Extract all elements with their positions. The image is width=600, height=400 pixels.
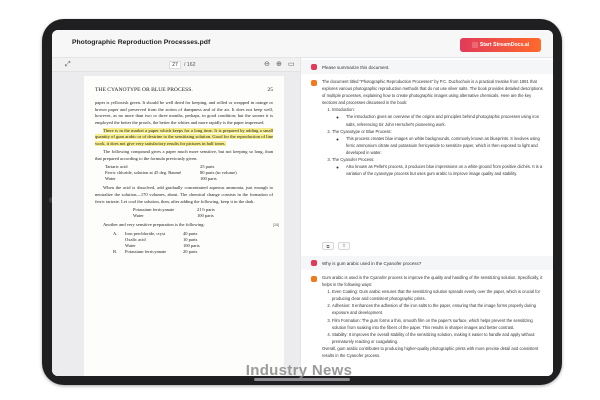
formula-amount: 10 parts: [183, 236, 198, 242]
formula-item: Water: [105, 176, 116, 182]
formula-item: Tartaric acid: [105, 164, 128, 170]
section-title: Introduction:: [332, 107, 355, 113]
user-message: [301, 256, 553, 270]
pdf-viewer[interactable]: [52, 72, 300, 376]
fit-page-icon[interactable]: ▭: [288, 61, 295, 68]
assistant-avatar: [311, 80, 317, 86]
zoom-out-icon[interactable]: ⊖: [264, 61, 270, 68]
answer-point: 2. Adhesion: It enhances the adhesion of the iron salts to the paper, ensuring that the image forms properly during exposure and development.: [332, 302, 544, 316]
streamdocs-logo-icon: [472, 42, 478, 48]
answer-outro: Overall, gum arabic contributes to producing higher-quality photographic prints with more precise detail and consistent results in the Cyanofer process.: [322, 345, 539, 359]
formula-amount: 25 parts: [200, 164, 215, 170]
page-number-input[interactable]: 27: [169, 61, 181, 69]
answer-actions: [322, 242, 350, 250]
formula-c: [113, 231, 273, 255]
page-total: / 162: [184, 62, 196, 68]
formula-item: Water: [133, 213, 144, 219]
watermark: Industry News: [245, 362, 353, 379]
answer-point: 1. Even Coating: Gum arabic ensures that the sensitizing solution spreads evenly over the paper, which is crucial for producing clear and consistent photographic prints.: [332, 288, 544, 302]
section-bullet: ◦ The introduction gives an overview of the origins and principles behind photographic processes using iron salts, referencing Sir John Herschel's pioneering work.: [346, 113, 544, 127]
pdf-running-header: [95, 87, 273, 93]
assistant-answer: [322, 274, 544, 359]
answer-point: 3. Film Formation: The gum forms a thin, smooth film on the paper's surface, which helps prevent the sensitizing solution from soaking into the fibers of the paper. This results in sharper images and better contrast.: [332, 317, 544, 331]
pdf-paragraph: Another and very sensitive preparation is the following:: [103, 222, 205, 228]
user-avatar: [311, 260, 317, 266]
pdf-margin-note: [15]: [273, 223, 279, 227]
copy-icon[interactable]: ⧉: [322, 242, 334, 250]
user-question: Why is gum arabic used in the Cyanofer process?: [322, 260, 422, 266]
formula-item: Oxalic acid: [125, 236, 146, 242]
zoom-in-icon[interactable]: ⊕: [276, 61, 282, 68]
formula-label: B.: [113, 248, 118, 254]
user-message: [301, 60, 553, 74]
formula-amount: 100 parts: [197, 213, 214, 219]
chat-panel: [300, 58, 553, 376]
app-screen: [52, 30, 553, 376]
formula-amount: 100 parts: [183, 242, 200, 248]
expand-icon[interactable]: ⤢: [65, 61, 71, 68]
formula-amount: 20 parts: [183, 248, 198, 254]
answer-section: [332, 106, 544, 127]
start-streamdocs-button[interactable]: [460, 38, 541, 52]
formula-amount: 21½ parts: [197, 207, 215, 213]
pdf-toolbar: [52, 58, 300, 72]
pdf-page-number: 25: [267, 87, 273, 93]
user-question: Please summarize this document.: [322, 64, 390, 70]
formula-amount: 40 parts: [183, 230, 198, 236]
answer-intro: Gum arabic is used in the Cyanofer process to improve the quality and handling of the sensitizing solution. Specifically, it helps in the following ways:: [322, 275, 543, 288]
user-avatar: [311, 64, 317, 70]
assistant-avatar: [311, 276, 317, 282]
formula-item: Iron perchloride, cryst: [125, 230, 166, 236]
answer-section: [332, 156, 544, 177]
answer-point: 4. Stability: It improves the overall stability of the sensitizing solution, making it easier to handle and apply without prematurely reacting or coagulating.: [332, 331, 544, 345]
formula-label: A.: [113, 230, 118, 236]
section-bullet: ◦ Also known as Pellet's process, it produces blue impressions on a white ground from positive clichés. It is a variation of the cyanotype process but uses gum arabic to improve image quality and stability.: [346, 163, 544, 177]
section-bullet: ◦ This process creates blue images on white backgrounds, commonly known as blueprints. It involves using ferric ammonium citrate and potassium ferricyanide to sensitize paper, which is then exposed to light and developed in water.: [346, 135, 544, 156]
formula-item: Potassium ferricyanate: [133, 207, 175, 213]
formula-item: Water: [125, 242, 136, 248]
pdf-paragraph: When the acid is dissolved, add gradually concentrated aqueous ammonia, just enough to neutralize the solution—170 volumes, about. The chemical change consists in the formation of ferric tartrate. Let cool the solution, then, after adding the following, keep it in the dark.: [95, 185, 273, 204]
formula-item: Ferric chloride, solution at 45 deg. Baumé: [105, 170, 181, 176]
answer-section: [332, 128, 544, 156]
pdf-highlighted-paragraph: [95, 128, 273, 148]
formula-amount: 80 parts (in volume): [200, 170, 237, 176]
section-title: The Cyanofer Process:: [332, 157, 375, 163]
pdf-page: [84, 76, 284, 376]
share-icon[interactable]: ⇪: [338, 242, 350, 250]
answer-intro: The document titled "Photographic Reproduction Processes" by P.C. Duchochois is a practical treatise from 1891 that explores various photographic reproduction methods that do not use silver salts. The book provides detailed descriptions of multiple processes, explaining how to create photographic images using alternative chemicals. Here are the key sections and processes discussed in the book:: [322, 79, 543, 106]
formula-a: [105, 164, 273, 182]
assistant-answer: [322, 78, 544, 177]
document-title: Photographic Reproduction Processes.pdf: [72, 39, 211, 46]
pdf-paragraph: The following compound gives a paper much more sensitive, but not keeping so long, than that prepared according to the formula previously given.: [95, 149, 273, 161]
cta-label: Start StreamDocs.ai: [479, 42, 530, 48]
title-bar: [52, 30, 553, 58]
highlight-text[interactable]: There is in the market a paper which keeps for a long time. It is prepared by adding a small quantity of gum arabic or of dextrine to the sensitizing solution. Good for the reproduction of line work, it does not give very satisfactory results for pictures in half tones.: [95, 127, 273, 147]
pdf-paragraph: paper is yellowish green. It should be well dried for keeping, and rolled or wrapped in orange or brown paper and preserved from the action of dampness and of the air. It does not keep well, however, as no more than two or three months, perhaps, in good condition; but the sooner it is employed the better the proofs, the better the whites and more rapidly is the paper impressed.: [95, 100, 273, 125]
pdf-header-title: THE CYANOTYPE OR BLUE PROCESS.: [95, 87, 193, 93]
section-title: The Cyanotype or Blue Process:: [332, 128, 392, 134]
formula-item: Potassium ferricyanate: [125, 248, 167, 254]
formula-amount: 100 parts: [200, 176, 217, 182]
formula-b: [133, 207, 273, 219]
